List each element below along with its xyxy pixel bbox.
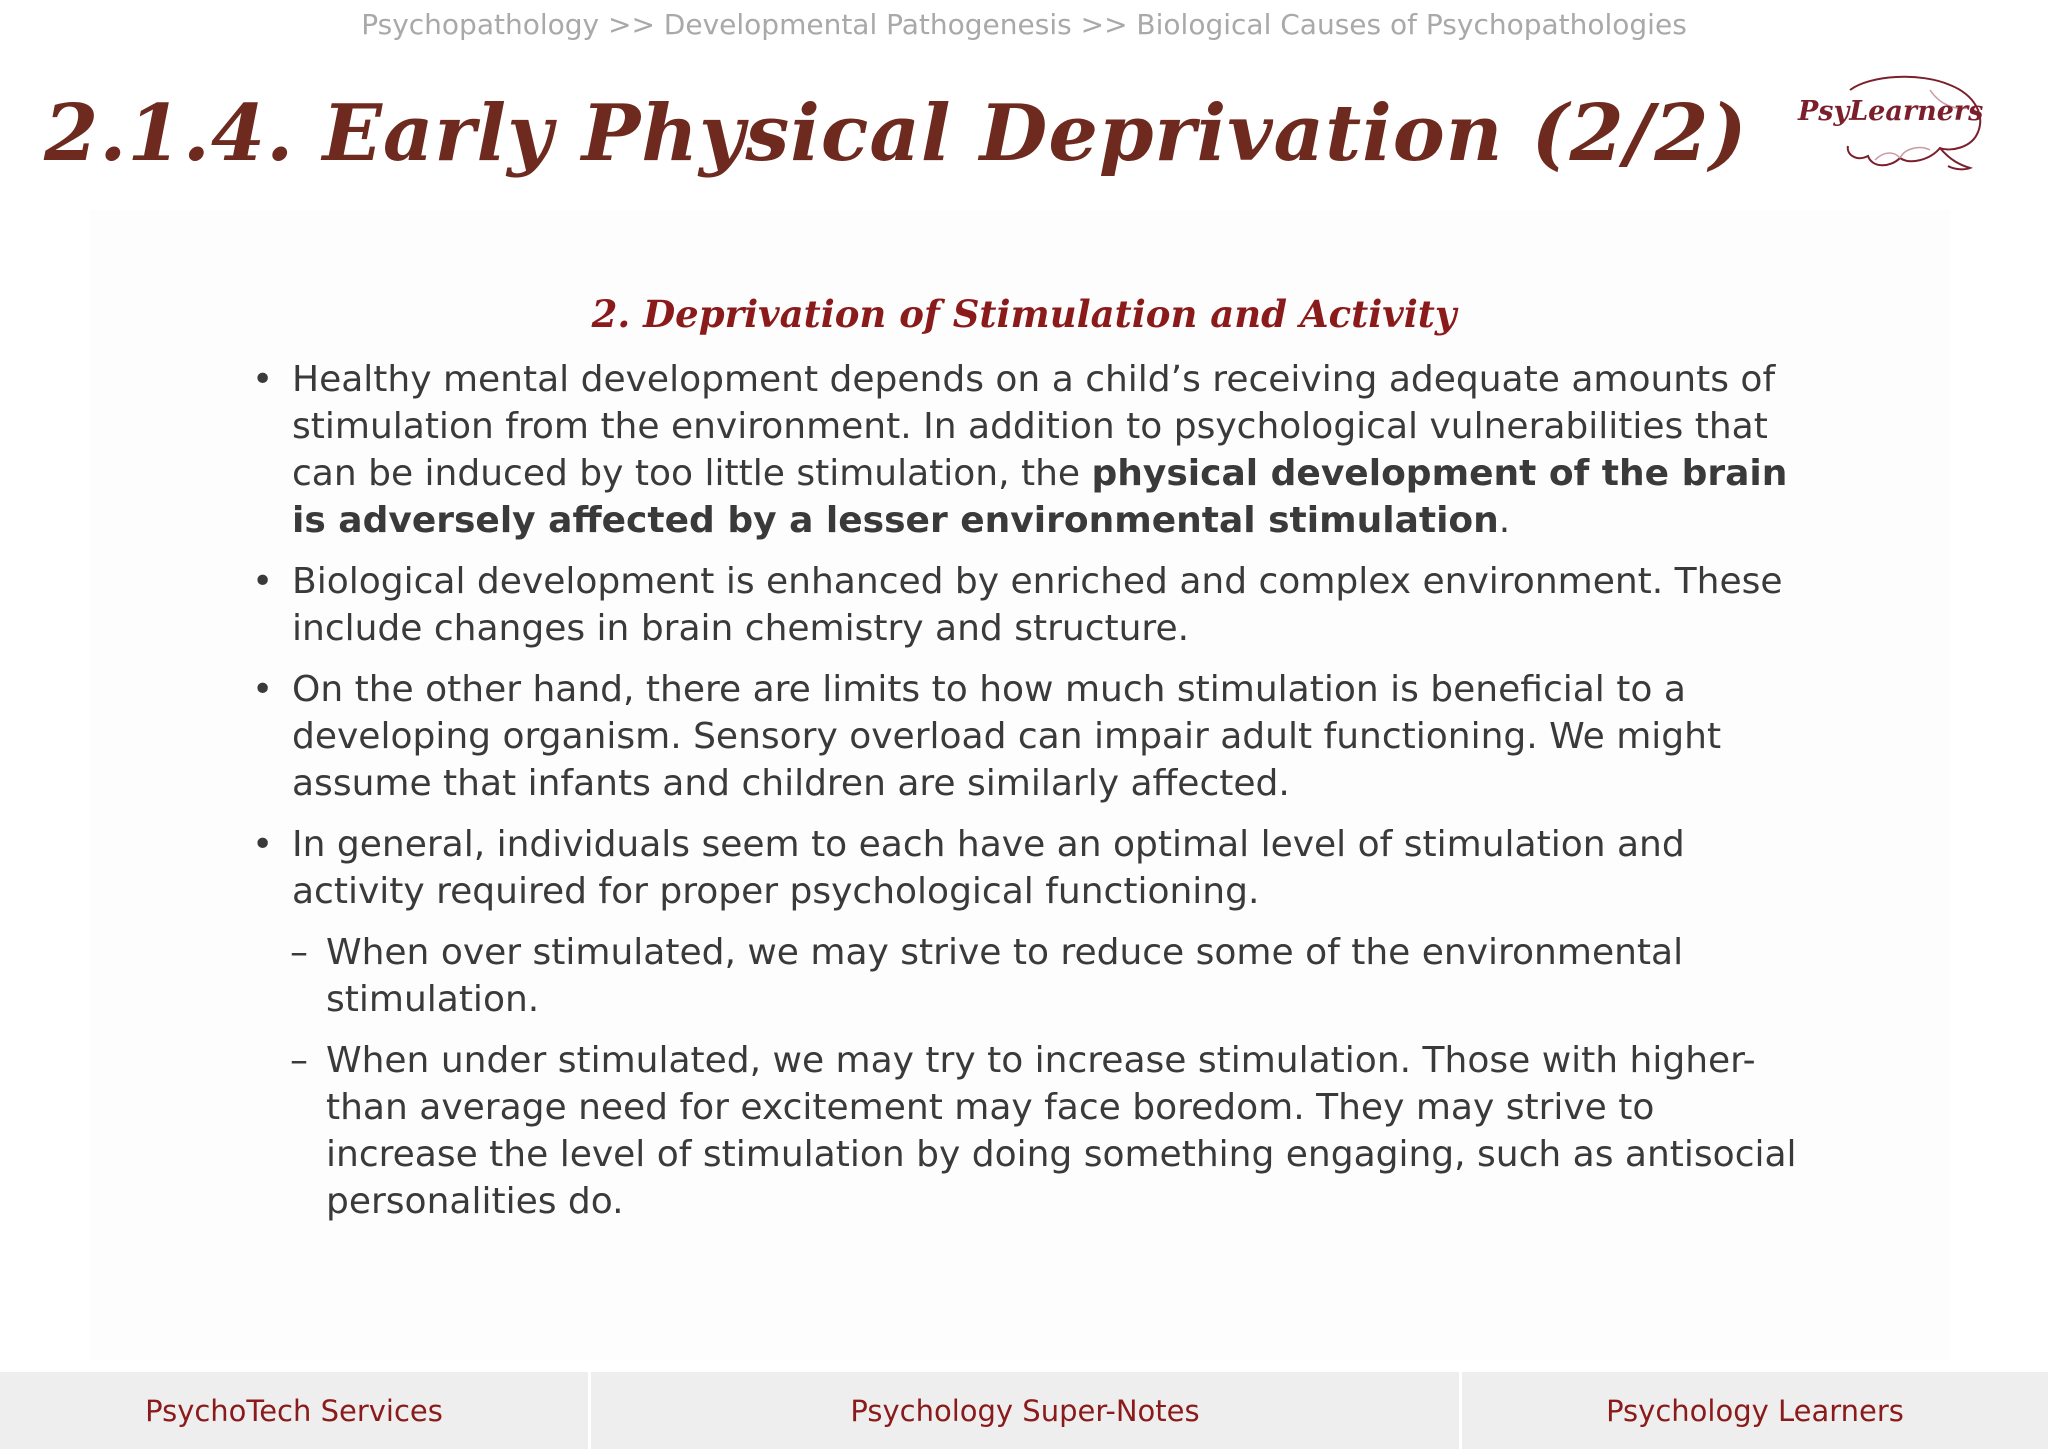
sub-bullet-item xyxy=(250,929,1810,1023)
footer-link-super-notes[interactable]: Psychology Super-Notes xyxy=(591,1372,1459,1449)
bullet-text: On the other hand, there are limits to how much stimulation is beneficial to a developing organism. Sensory overload can impair adult functioning. We might assume that infants and children are similarly affected. xyxy=(292,669,1722,804)
sub-bullet-text: When over stimulated, we may strive to reduce some of the environmental stimulation. xyxy=(326,932,1684,1020)
bullet-text: In general, individuals seem to each have an optimal level of stimulation and activity required for proper psychological functioning. xyxy=(292,824,1685,912)
footer-link-psychotech[interactable]: PsychoTech Services xyxy=(0,1372,588,1449)
bullet-text: Healthy mental development depends on a child’s receiving adequate amounts of stimulation from the environment. In addition to psychological vulnerabilities that can be induced by too little stimulation, the xyxy=(292,359,1776,494)
sub-bullet-text: When under stimulated, we may try to increase stimulation. Those with higher-than average need for excitement may face boredom. They may strive to increase the level of stimulation by doing something engaging, such as antisocial personalities do. xyxy=(326,1040,1797,1222)
footer xyxy=(0,1372,2048,1449)
bullet-item xyxy=(250,666,1810,807)
bullet-text: Biological development is enhanced by enriched and complex environment. These include changes in brain chemistry and structure. xyxy=(292,561,1783,649)
section-heading: 2. Deprivation of Stimulation and Activity xyxy=(591,292,1457,336)
bullet-list xyxy=(250,356,1810,1239)
bullet-item xyxy=(250,821,1810,915)
bullet-item xyxy=(250,558,1810,652)
breadcrumb: Psychopathology >> Developmental Pathogenesis >> Biological Causes of Psychopathologies xyxy=(361,8,1687,41)
bullet-bold-text: physical development of the brain is adversely affected by a lesser environmental stimulation xyxy=(292,453,1788,541)
logo-text: PsyLearners xyxy=(1798,96,1984,127)
footer-link-psychology-learners[interactable]: Psychology Learners xyxy=(1462,1372,2048,1449)
bullet-text-end: . xyxy=(1498,500,1511,541)
logo[interactable] xyxy=(1790,70,1990,180)
sub-bullet-item xyxy=(250,1037,1810,1225)
page-title: 2.1.4. Early Physical Deprivation (2/2) xyxy=(44,88,1748,179)
bullet-item xyxy=(250,356,1810,544)
